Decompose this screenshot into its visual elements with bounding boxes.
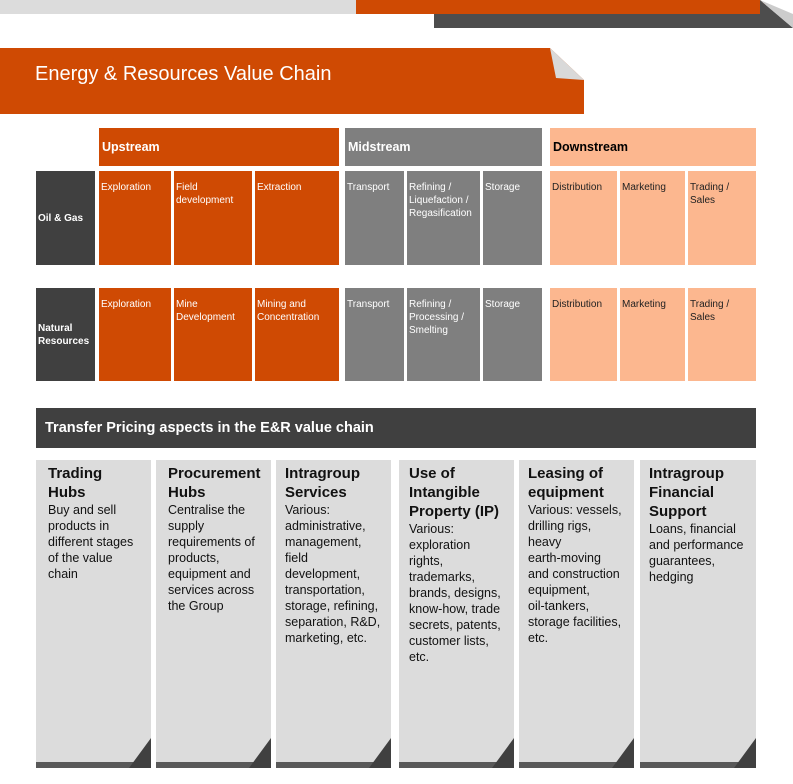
top-orange-bar [356,0,766,14]
page-fold-icon [760,0,793,28]
card-procurement-hubs [156,460,271,768]
card-intragroup-services [276,460,391,768]
corner-fold-icon [612,738,634,768]
card-trading-hubs [36,460,151,768]
title-fold-icon [550,48,584,80]
transfer-pricing-heading: Transfer Pricing aspects in the E&R value chain [36,408,756,448]
cell-og-refining: Refining / Liquefaction / Regasification [407,171,480,265]
cell-nr-mining: Mining and Concentration [255,288,339,381]
cell-nr-refining: Refining / Processing / Smelting [407,288,480,381]
card-body: Buy and sell products in different stages of the value chain [48,503,134,581]
card-body: Centralise the supply requirements of products, equipment and services across the Group [168,503,255,613]
row-label-oil-gas: Oil & Gas [36,171,95,265]
cell-og-extraction: Extraction [255,171,339,265]
top-dark-bar [434,14,760,28]
cell-og-marketing: Marketing [620,171,685,265]
cell-nr-storage: Storage [483,288,542,381]
card-title: Intragroup Financial Support [649,465,724,520]
cell-nr-distribution: Distribution [550,288,617,381]
card-intangible-property [399,460,514,768]
card-title: Use of Intangible Property (IP) [409,465,500,520]
cell-og-distribution: Distribution [550,171,617,265]
corner-fold-icon [734,738,756,768]
row-label-natural-resources: Natural Resources [36,288,95,381]
card-financial-support [640,460,756,768]
card-body: Various: administrative, management, field development, transportation, storage, refining, separation, R&D, marketing, etc. [285,503,381,645]
card-title: Leasing of equipment [528,465,604,501]
card-body: Various: vessels, drilling rigs, heavy earth-moving and construction equipment, oil-tankers, storage facilities, etc. [528,503,622,645]
cell-og-storage: Storage [483,171,542,265]
card-body: Loans, financial and performance guarantees, hedging [649,522,744,584]
card-body: Various: exploration rights, trademarks, brands, designs, know-how, trade secrets, patents, customer lists, etc. [409,522,501,664]
cell-nr-transport: Transport [345,288,404,381]
cell-og-field-development: Field development [174,171,252,265]
cell-nr-exploration: Exploration [99,288,171,381]
card-title: Intragroup Services [285,465,360,501]
card-title: Trading Hubs [48,465,103,501]
corner-fold-icon [369,738,391,768]
cell-og-trading: Trading / Sales [688,171,756,265]
cell-nr-trading: Trading / Sales [688,288,756,381]
page-title: Energy & Resources Value Chain [35,63,332,85]
top-grey-bar [0,0,356,14]
corner-fold-icon [129,738,151,768]
card-title: Procurement Hubs [168,465,261,501]
stage-midstream: Midstream [345,128,542,166]
card-leasing-equipment [519,460,634,768]
stage-upstream: Upstream [99,128,339,166]
cell-nr-mine-development: Mine Development [174,288,252,381]
cell-og-exploration: Exploration [99,171,171,265]
corner-fold-icon [492,738,514,768]
cell-og-transport: Transport [345,171,404,265]
corner-fold-icon [249,738,271,768]
cell-nr-marketing: Marketing [620,288,685,381]
stage-downstream: Downstream [550,128,756,166]
